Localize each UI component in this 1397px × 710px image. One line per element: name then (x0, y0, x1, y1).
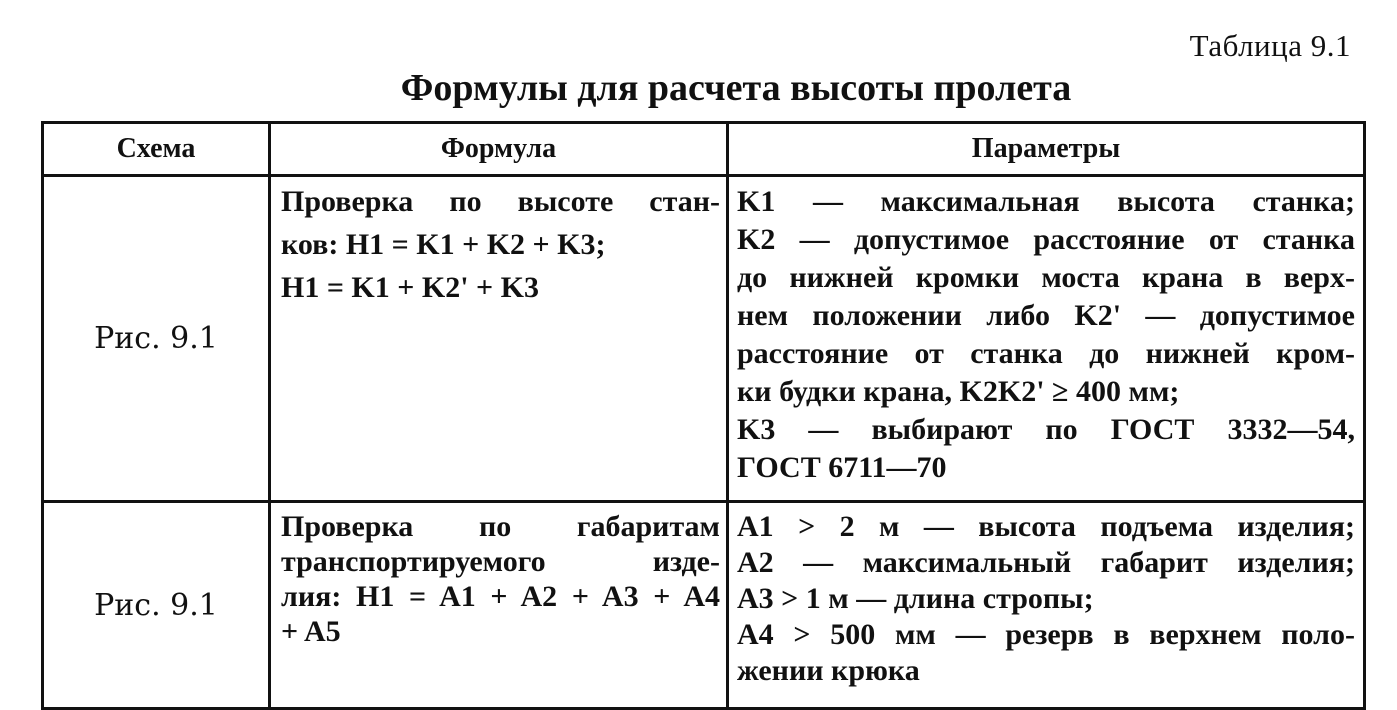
param-line: ки будки крана, K2K2' ≥ 400 мм; (737, 375, 1180, 408)
header-schema: Схема (43, 123, 270, 176)
formula-line: ков: H1 = K1 + K2 + K3; (281, 228, 606, 261)
schema-cell: Рис. 9.1 (43, 502, 270, 709)
table-header-row (43, 123, 1365, 176)
param-line: K3 — выбирают по ГОСТ 3332—54, (737, 413, 1355, 446)
formula-text-line: Проверка по высоте стан- (281, 185, 720, 218)
table-row (43, 502, 1365, 709)
param-line: ГОСТ 6711—70 (737, 451, 947, 484)
formula-table (41, 121, 1366, 710)
param-line: K1 — максимальная высота станка; (737, 185, 1355, 218)
table-caption: Таблица 9.1 (1189, 28, 1351, 63)
params-cell (728, 502, 1365, 709)
param-line: жении крюка (737, 654, 920, 687)
table-title: Формулы для расчета высоты пролета (400, 67, 1072, 109)
formula-text-line: Проверка по габаритам (281, 510, 720, 543)
formula-line: H1 = K1 + K2' + K3 (281, 271, 539, 304)
formula-line: + A5 (281, 615, 341, 648)
param-line: A1 > 2 м — высота подъема изделия; (737, 510, 1355, 543)
header-formula: Формула (270, 123, 728, 176)
schema-cell: Рис. 9.1 (43, 176, 270, 502)
param-line: A4 > 500 мм — резерв в верхнем поло- (737, 618, 1355, 651)
formula-cell (270, 176, 728, 502)
param-line: A3 > 1 м — длина стропы; (737, 582, 1094, 615)
formula-cell (270, 502, 728, 709)
table-row (43, 176, 1365, 502)
header-params: Параметры (728, 123, 1365, 176)
param-line: расстояние от станка до нижней кром- (737, 337, 1355, 370)
formula-text-line: транспортируемого изде- (281, 545, 720, 578)
formula-expression: H1 = A1 + A2 + A3 + A4 (356, 580, 720, 613)
formula-line: лия: H1 = A1 + A2 + A3 + A4 (281, 580, 720, 613)
param-line: до нижней кромки моста крана в верх- (737, 261, 1355, 294)
formula-expression: H1 = K1 + K2 + K3; (345, 228, 606, 261)
param-line: K2 — допустимое расстояние от станка (737, 223, 1355, 256)
params-cell (728, 176, 1365, 502)
param-line: нем положении либо K2' — допустимое (737, 299, 1355, 332)
param-line: A2 — максимальный габарит изделия; (737, 546, 1355, 579)
